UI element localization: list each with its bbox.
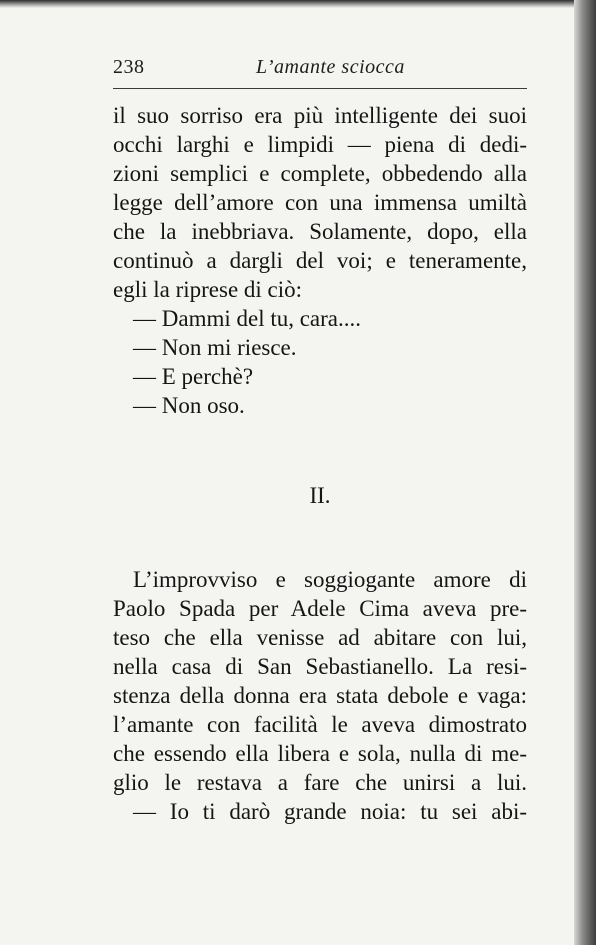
text-line: continuò a dargli del voi; e teneramente, — [113, 248, 527, 273]
page-number: 238 — [113, 56, 145, 78]
text-line: che la inebbriava. Solamente, dopo, ella — [113, 219, 527, 244]
dialogue-line: — Non oso. — [133, 393, 245, 418]
text-line: glio le restava a fare che unirsi a lui. — [113, 770, 527, 795]
text-line: stenza della donna era stata debole e vaga: — [113, 683, 527, 708]
dialogue-line: — E perchè? — [133, 364, 254, 389]
running-header — [113, 56, 527, 84]
text-line: Paolo Spada per Adele Cima aveva pre- — [113, 596, 527, 621]
text-line: il suo sorriso era più intelligente dei suoi — [113, 103, 527, 128]
dialogue-line: — Non mi riesce. — [133, 335, 297, 360]
text-line: l’amante con facilità le aveva dimostrato — [113, 712, 527, 737]
text-line: zioni semplici e complete, obbedendo alla — [113, 161, 527, 186]
paragraph-section-two — [113, 565, 527, 826]
paragraph-continued — [113, 101, 527, 420]
text-line: L’improvviso e soggiogante amore di — [133, 567, 527, 592]
text-line: occhi larghi e limpidi — piena di dedi- — [113, 132, 527, 157]
section-heading: II. — [309, 483, 331, 508]
running-title: L’amante sciocca — [256, 56, 405, 78]
dialogue-line: — Dammi del tu, cara.... — [133, 306, 362, 331]
text-line: egli la riprese di ciò: — [113, 277, 303, 302]
text-line: che essendo ella libera e sola, nulla di me- — [113, 741, 527, 766]
text-line: nella casa di San Sebastianello. La resi- — [113, 654, 527, 679]
page-binding-edge — [574, 0, 596, 945]
text-line: legge dell’amore con una immensa umiltà — [113, 190, 527, 215]
page-top-shadow — [0, 0, 596, 8]
text-line: teso che ella venisse ad abitare con lui, — [113, 625, 527, 650]
dialogue-line: — Io ti darò grande noia: tu sei abi- — [133, 799, 527, 824]
header-rule — [113, 88, 527, 89]
